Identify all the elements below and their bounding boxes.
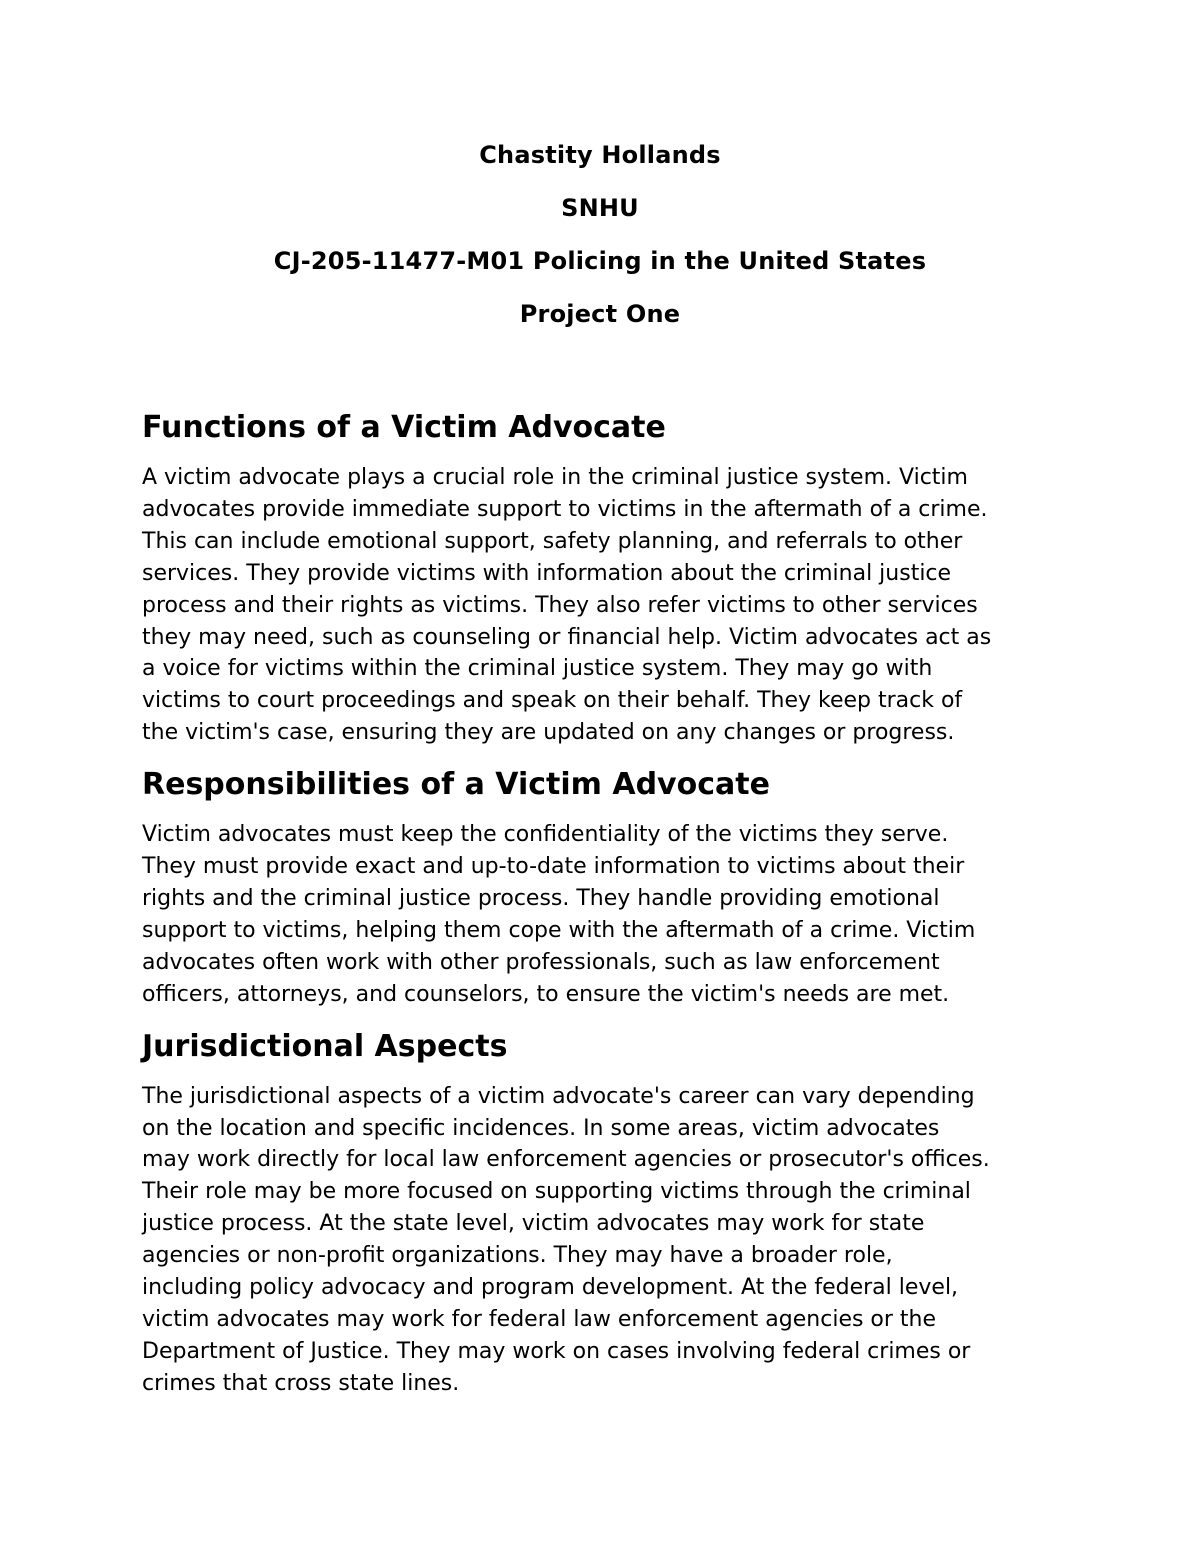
section-heading: Functions of a Victim Advocate xyxy=(142,410,666,445)
section-jurisdictional xyxy=(142,1027,1072,1400)
section-paragraph: A victim advocate plays a crucial role in the criminal justice system. Victim advocates provide immediate support to victims in the aftermath of a crime. This can include emotional support, safety planning, and referrals to other services. They provide victims with information about the criminal justice process and their rights as victims. They also refer victims to other services they may need, such as counseling or financial help. Victim advocates act as a voice for victims within the criminal justice system. They may go with victims to court proceedings and speak on their behalf. They keep track of the victim's case, ensuring they are updated on any changes or progress. xyxy=(142,465,992,746)
section-heading: Responsibilities of a Victim Advocate xyxy=(142,767,770,803)
section-paragraph: The jurisdictional aspects of a victim advocate's career can vary depending on the location and specific incidences. In some areas, victim advocates may work directly for local law enforcement agencies or prosecutor's offices. Their role may be more focused on supporting victims through the criminal justice process. At the state level, victim advocates may work for state agencies or non-profit organizations. They may have a broader role, including policy advocacy and program development. At the federal level, victim advocates may work for federal law enforcement agencies or the Department of Justice. They may work on cases involving federal crimes or crimes that cross state lines. xyxy=(142,1083,990,1396)
section-heading: Jurisdictional Aspects xyxy=(142,1028,508,1064)
assignment-title: Project One xyxy=(519,300,681,328)
section-functions xyxy=(142,408,1072,749)
course-title: CJ-205-11477-M01 Policing in the United States xyxy=(273,247,927,275)
section-paragraph: Victim advocates must keep the confidentiality of the victims they serve. They must provide exact and up-to-date information to victims about their rights and the criminal justice process. They handle providing emotional support to victims, helping them cope with the aftermath of a crime. Victim advocates often work with other professionals, such as law enforcement officers, attorneys, and counselors, to ensure the victim's needs are met. xyxy=(142,822,976,1007)
title-block xyxy=(0,140,1200,352)
author-name: Chastity Hollands xyxy=(479,141,721,169)
section-responsibilities xyxy=(142,765,1072,1010)
document-body xyxy=(142,408,1072,1416)
institution-name: SNHU xyxy=(561,194,639,222)
